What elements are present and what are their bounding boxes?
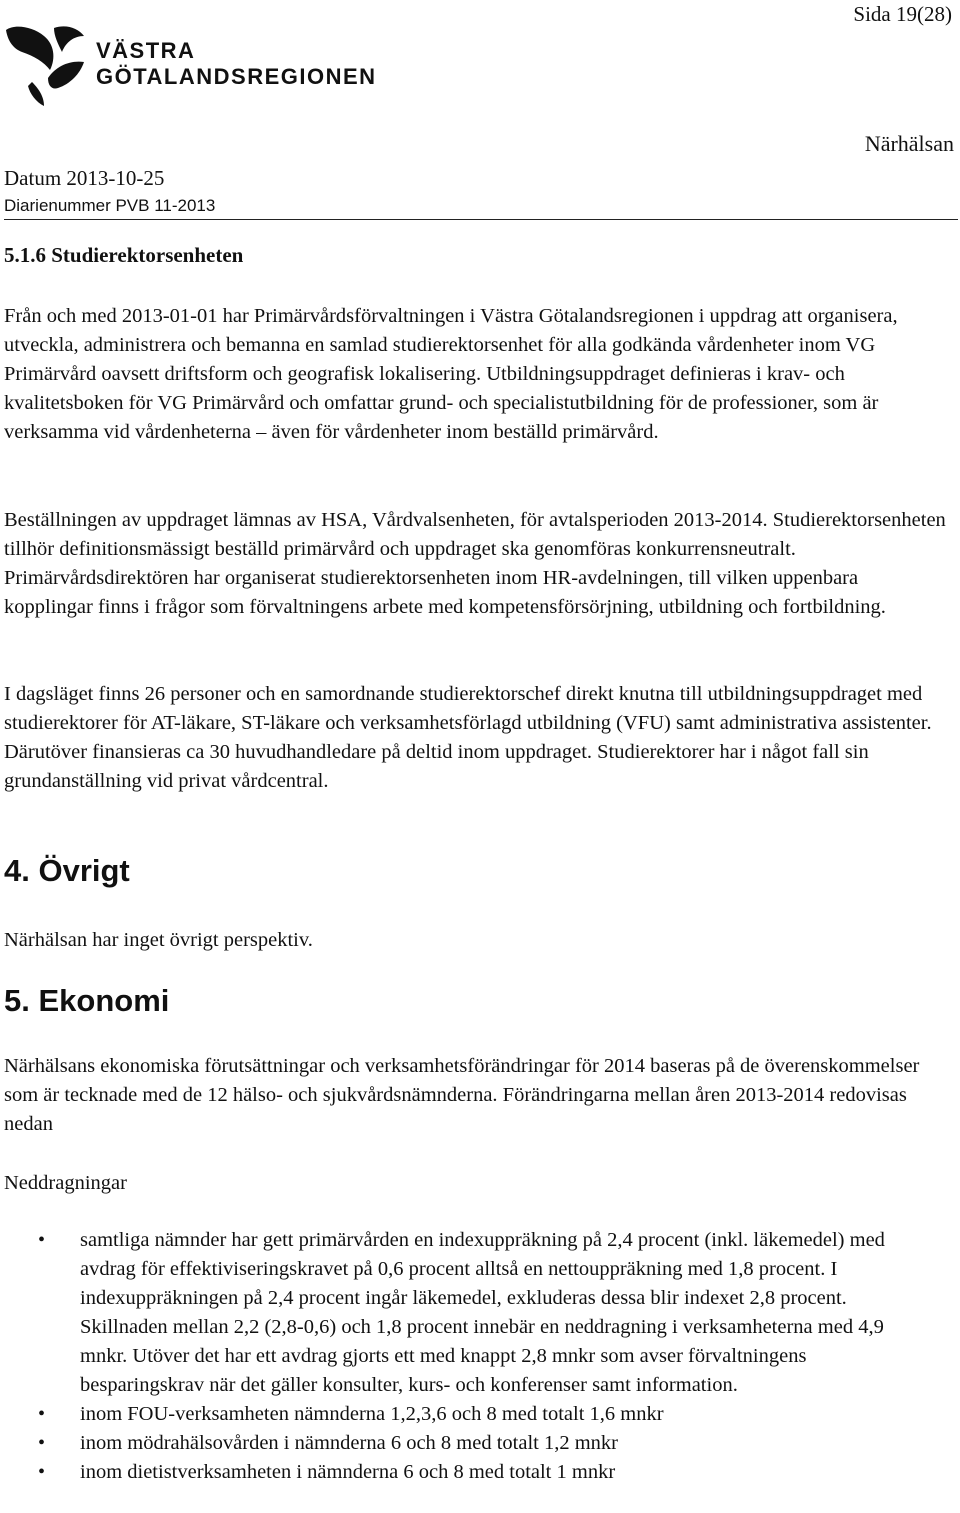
section-heading-ekonomi: 5. Ekonomi xyxy=(4,983,170,1018)
neddragningar-list xyxy=(4,1226,920,1487)
logo-text-line2: GÖTALANDSREGIONEN xyxy=(96,64,377,89)
list-item: • inom dietistverksamheten i nämnderna 6 och 8 med totalt 1 mnkr xyxy=(4,1458,920,1487)
section-heading-ovrigt: 4. Övrigt xyxy=(4,853,130,888)
diarienummer: Diarienummer PVB 11-2013 xyxy=(4,196,216,215)
logo-text-line1: VÄSTRA xyxy=(96,38,196,63)
paragraph: Beställningen av uppdraget lämnas av HSA, Vårdvalsenheten, för avtalsperioden 2013-2014. Studierektorsenheten tillhör definitionsmässigt beställd primärvård och uppdraget ska genomföras konkurrensneutralt. Primärvårdsdirektören har organiserat studierektorsenheten inom HR-avdelningen, till vilken uppenbara kopplingar finns i frågor som förvaltningens arbete med kompetensförsörjning, utbildning och fortbildning. xyxy=(4,509,946,618)
page-number: Sida 19(28) xyxy=(853,2,952,26)
list-item: • samtliga nämnder har gett primärvården en indexuppräkning på 2,4 procent (inkl. läkemedel) med avdrag för effektiviseringskravet på 0,6 procent alltså en nettouppräkning med 1,8 procent. I indexuppräkningen på 2,4 procent ingår läkemedel, exkluderas dessa blir indexet 2,8 procent. Skillnaden mellan 2,2 (2,8-0,6) och 1,8 procent innebär en neddragning i verksamheterna med 4,9 mnkr. Utöver det har ett avdrag gjorts ett med knappt 2,8 mnkr som avser förvaltningens besparingskrav när det gäller konsulter, kurs- och konferenser samt information. xyxy=(4,1226,920,1400)
subheading-neddragningar: Neddragningar xyxy=(4,1172,127,1194)
department-name: Närhälsan xyxy=(864,131,954,156)
list-item: • inom FOU-verksamheten nämnderna 1,2,3,6 och 8 med totalt 1,6 mnkr xyxy=(4,1400,920,1429)
paragraph: Från och med 2013-01-01 har Primärvårdsförvaltningen i Västra Götalandsregionen i uppdrag att organisera, utveckla, administrera och bemanna en samlad studierektorsenhet för alla godkända vårdenheter inom VG Primärvård oavsett driftsform och geografisk lokalisering. Utbildningsuppdraget definieras i krav- och kvalitetsboken för VG Primärvård och omfattar grund- och specialistutbildning för de professioner, som är verksamma vid vårdenheterna – även för vårdenheter inom beställd primärvård. xyxy=(4,305,898,443)
section-heading-studierektorsenheten: 5.1.6 Studierektorsenheten xyxy=(4,243,244,267)
paragraph: Närhälsans ekonomiska förutsättningar och verksamhetsförändringar för 2014 baseras på de överenskommelser som är tecknade med de 12 hälso- och sjukvårdsnämnderna. Förändringarna mellan åren 2013-2014 redovisas nedan xyxy=(4,1055,920,1135)
paragraph: Närhälsan har inget övrigt perspektiv. xyxy=(4,929,313,951)
logo-emblem-icon xyxy=(6,26,84,106)
document-date: Datum 2013-10-25 xyxy=(4,166,165,190)
paragraph: I dagsläget finns 26 personer och en samordnande studierektorschef direkt knutna till utbildningsuppdraget med studierektorer för AT-läkare, ST-läkare och verksamhetsförlagd utbildning (VFU) samt administrativa assistenter. Därutöver finansieras ca 30 huvudhandledare på deltid inom uppdraget. Studierektorer har i något fall sin grundanställning vid privat vårdcentral. xyxy=(4,683,932,792)
header-divider xyxy=(4,219,958,220)
list-item: • inom mödrahälsovården i nämnderna 6 och 8 med totalt 1,2 mnkr xyxy=(4,1429,920,1458)
vastra-gotalandsregionen-logo xyxy=(4,22,394,112)
